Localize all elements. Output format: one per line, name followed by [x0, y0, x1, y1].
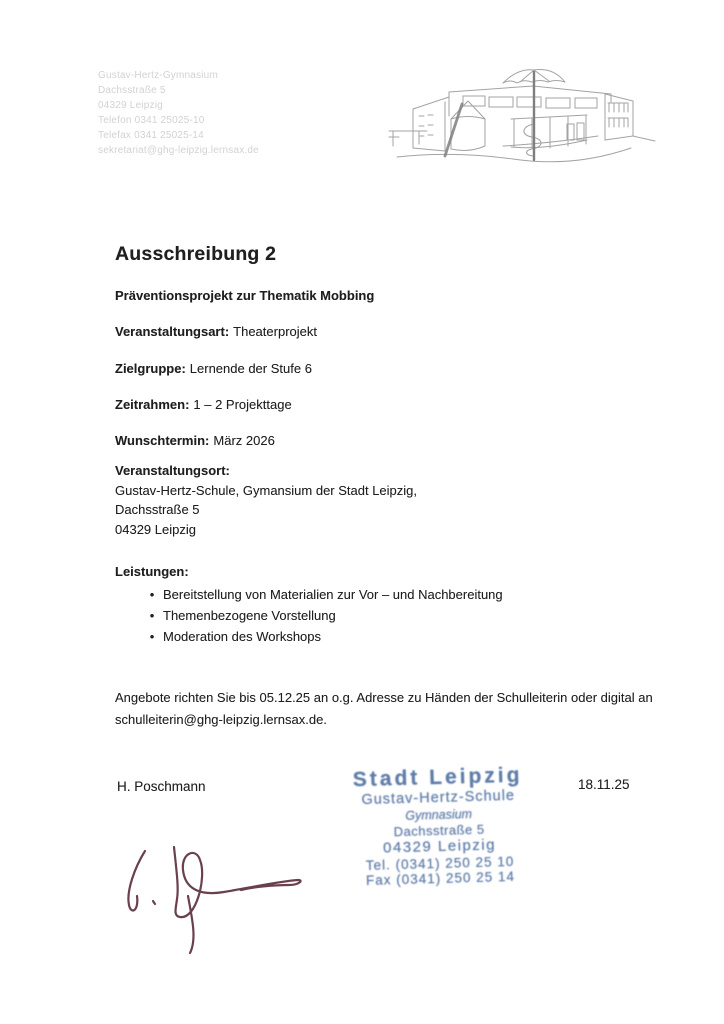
page-title: Ausschreibung 2 [115, 243, 277, 265]
stamp-line: Gymnasium [405, 807, 473, 823]
field-value: Theaterprojekt [233, 324, 317, 339]
list-item-text: Moderation des Workshops [163, 629, 322, 644]
services-label: Leistungen: [115, 564, 189, 579]
letterhead-city: 04329 Leipzig [98, 100, 163, 111]
stamp-line: Dachsstraße 5 [393, 821, 485, 840]
list-item-text: Bereitstellung von Materialien zur Vor – und Nachbereitung [163, 587, 503, 602]
school-stamp [328, 763, 549, 889]
field-zeitrahmen [115, 397, 292, 412]
letterhead-fax: Telefax 0341 25025-14 [98, 130, 204, 141]
letter-date: 18.11.25 [578, 777, 630, 792]
venue-block [115, 461, 417, 539]
letterhead [98, 68, 259, 158]
services-list [115, 584, 503, 647]
signer-name: H. Poschmann [117, 779, 206, 794]
bullet-icon: • [149, 608, 155, 623]
venue-line: Gustav-Hertz-Schule, Gymansium der Stadt Leipzig, [115, 482, 418, 498]
stamp-line: Fax (0341) 250 25 14 [365, 868, 516, 889]
stamp-line: Stadt Leipzig [352, 763, 523, 792]
page-subtitle: Präventionsprojekt zur Thematik Mobbing [115, 288, 375, 303]
field-zielgruppe [115, 361, 312, 376]
field-veranstaltungsart [115, 324, 317, 339]
stamp-line: Tel. (0341) 250 25 10 [365, 853, 515, 874]
venue-label: Veranstaltungsort: [115, 463, 230, 478]
letterhead-phone: Telefon 0341 25025-10 [98, 115, 205, 126]
field-wunschtermin [115, 433, 275, 448]
list-item [115, 605, 503, 626]
letterhead-email: sekretariat@ghg-leipzig.lernsax.de [98, 145, 259, 156]
venue-line: 04329 Leipzig [115, 521, 196, 537]
field-label: Zeitrahmen: [115, 397, 190, 412]
field-value: März 2026 [213, 433, 275, 448]
stamp-line: 04329 Leipzig [382, 836, 497, 857]
letterhead-street: Dachsstraße 5 [98, 85, 166, 96]
closing-paragraph: Angebote richten Sie bis 05.12.25 an o.g. Adresse zu Händen der Schulleiterin oder digital an schulleiterin@ghg-leipzig.lernsax.de. [115, 690, 653, 727]
school-building-sketch-icon [383, 56, 661, 200]
venue-line: Dachsstraße 5 [115, 502, 200, 517]
list-item [115, 584, 503, 605]
services-block [115, 564, 503, 647]
bullet-icon: • [149, 587, 155, 602]
field-label: Veranstaltungsart: [115, 324, 230, 339]
list-item-text: Themenbezogene Vorstellung [163, 608, 336, 623]
field-label: Wunschtermin: [115, 433, 210, 448]
list-item [115, 626, 503, 647]
letterhead-school-name: Gustav-Hertz-Gymnasium [98, 70, 218, 81]
field-value: Lernende der Stufe 6 [189, 361, 312, 376]
stamp-line: Gustav-Hertz-Schule [361, 787, 516, 809]
field-value: 1 – 2 Projekttage [193, 397, 292, 412]
field-label: Zielgruppe: [115, 361, 186, 376]
handwritten-signature [103, 835, 333, 960]
bullet-icon: • [149, 629, 155, 644]
